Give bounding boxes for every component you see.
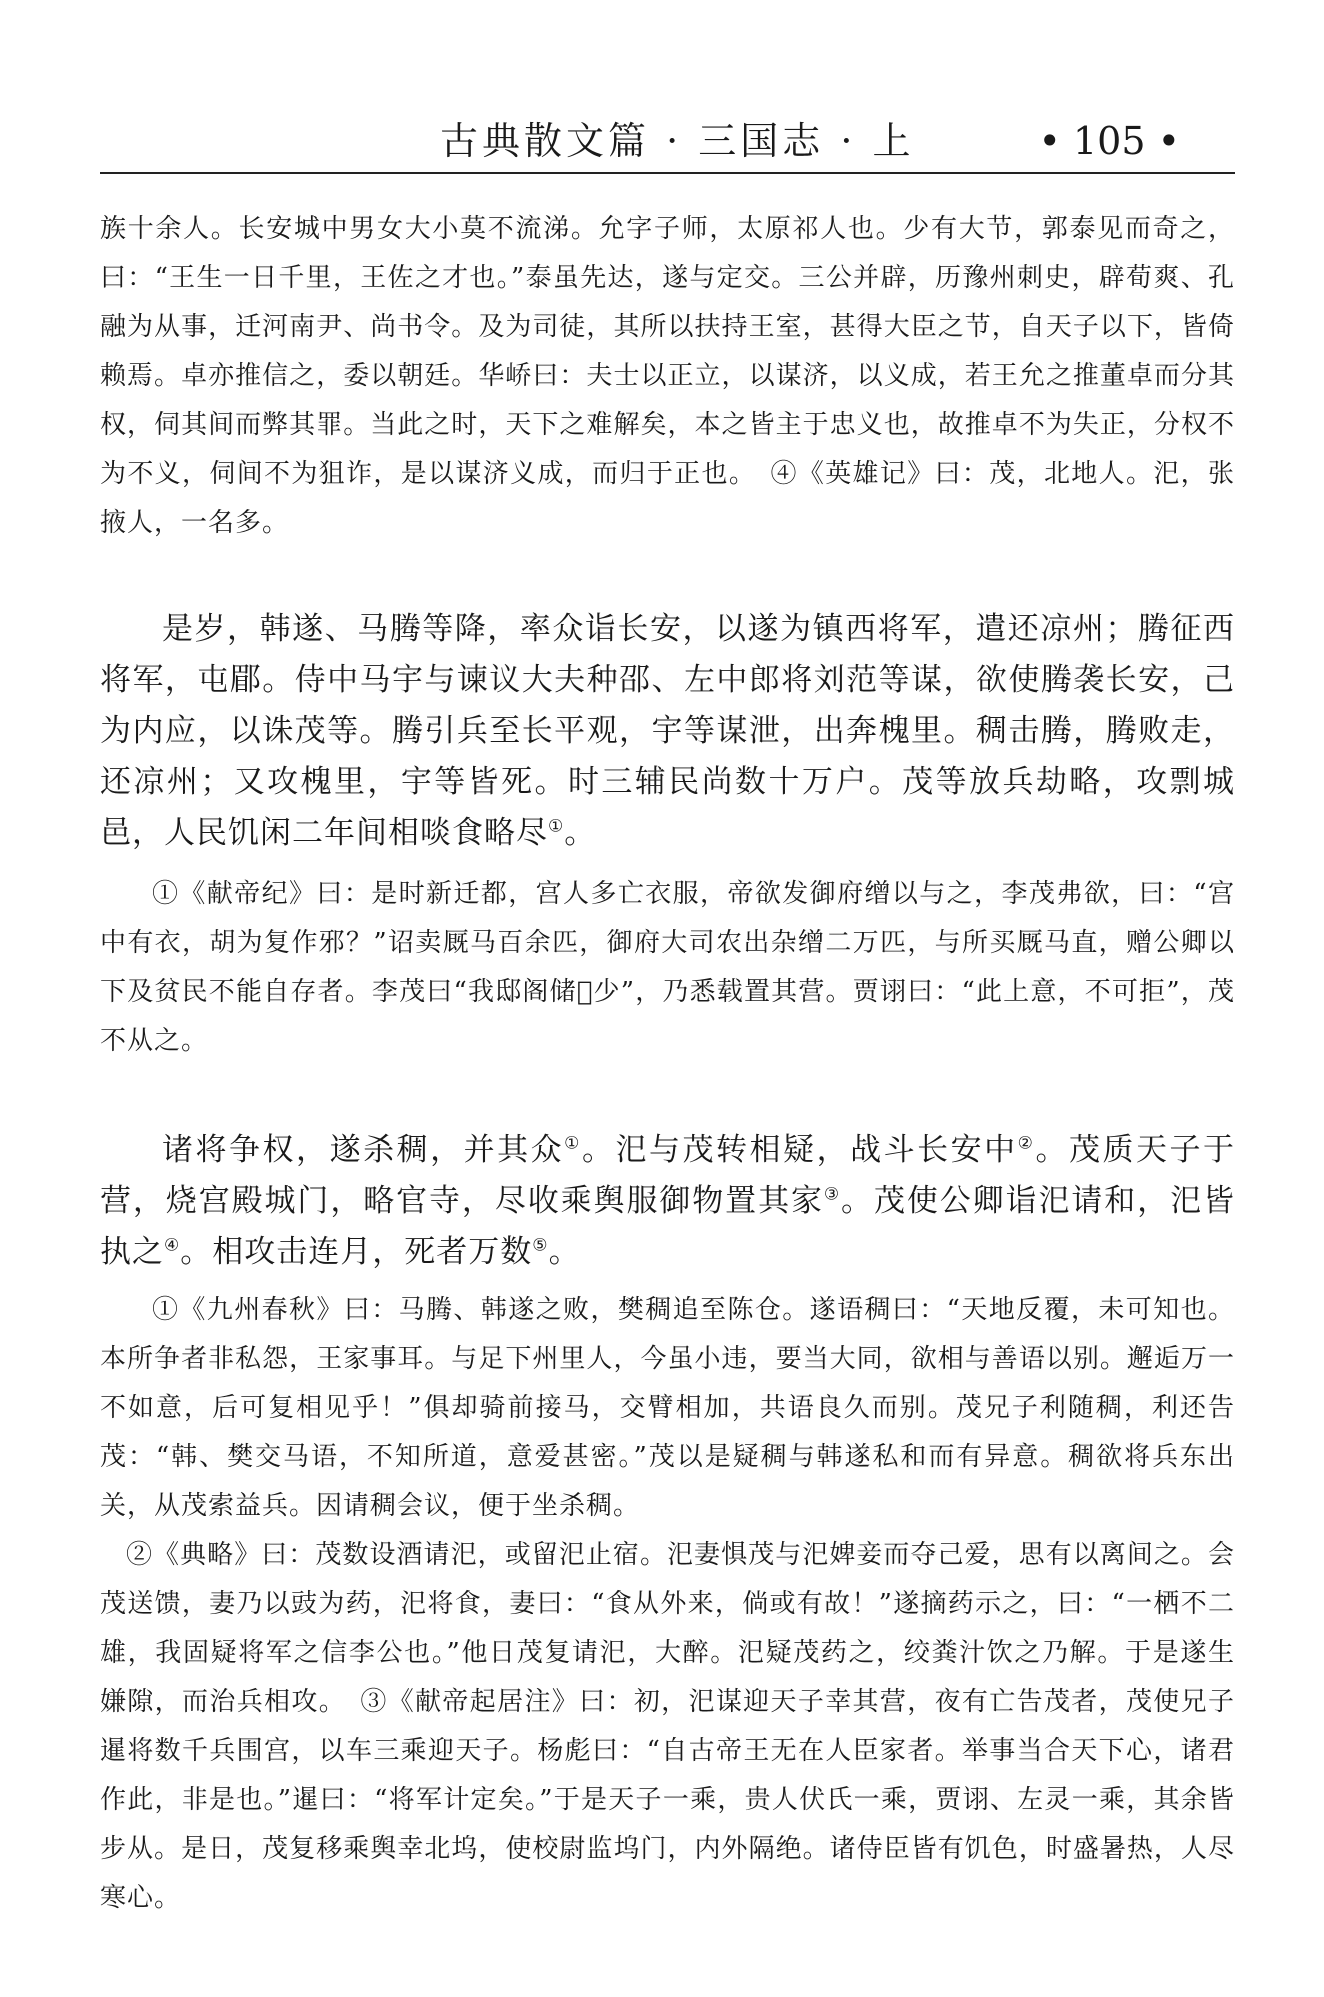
annotation-2a-text: ①《九州春秋》曰：马腾、韩遂之败，樊稠追至陈仓。遂语稠曰：“天地反覆，未可知也。本所争者非私怨，王家事耳。与足下州里人，今虽小违，要当大同，欲相与善语以别。邂逅万一不如意，后可复相见乎！”俱却骑前接马，交臂相加，共语良久而别。茂兄子利随稠，利还告茂：“韩、樊交马语，不知所道，意爱甚密。”茂以是疑稠与韩遂私和而有异意。稠欲将兵东出关，从茂索益兵。因请稠会议，便于坐杀稠。 bbox=[100, 1295, 1235, 1521]
main-text-2c: 。茂质天子于营，烧宫殿城门，略官寺，尽收乘舆服御物置其家 bbox=[100, 1132, 1236, 1219]
main-text-1-end: 。 bbox=[564, 815, 597, 851]
main-text-2d: 。茂使公卿诣汜请和，汜皆执之 bbox=[100, 1183, 1235, 1270]
running-header bbox=[100, 112, 1235, 170]
main-text-2e: 。相攻击连月，死者万数 bbox=[180, 1234, 533, 1270]
footnote-marker: ⑤ bbox=[532, 1235, 549, 1256]
main-text-2f: 。 bbox=[548, 1234, 581, 1270]
header-rule bbox=[100, 172, 1235, 174]
annotation-2 bbox=[100, 1286, 1235, 1923]
annotation-top-text: 族十余人。长安城中男女大小莫不流涕。允字子师，太原祁人也。少有大节，郭泰见而奇之，曰：“王生一日千里，王佐之才也。”泰虽先达，遂与定交。三公并辟，历豫州刺史，辟荀爽、孔融为从事，迁河南尹、尚书令。及为司徒，其所以扶持王室，甚得大臣之节，自天子以下，皆倚赖焉。卓亦推信之，委以朝廷。华峤曰：夫士以正立，以谋济，以义成，若王允之推董卓而分其权，伺其间而弊其罪。当此之时，天下之难解矣，本之皆主于忠义也，故推卓不为失正，分权不为不义，伺间不为狙诈，是以谋济义成，而归于正也。 ④《英雄记》曰：茂，北地人。汜，张掖人，一名多。 bbox=[100, 214, 1235, 538]
main-text-paragraph-2 bbox=[100, 1125, 1235, 1278]
footnote-marker: ② bbox=[1017, 1133, 1036, 1154]
footnote-marker: ① bbox=[564, 1133, 582, 1154]
main-text-1: 是岁，韩遂、马腾等降，率众诣长安，以遂为镇西将军，遣还凉州；腾征西将军，屯郿。侍中马宇与谏议大夫种邵、左中郎将刘范等谋，欲使腾袭长安，己为内应，以诛茂等。腾引兵至长平观，宇等谋泄，出奔槐里。稠击腾，腾败走，还凉州；又攻槐里，宇等皆死。时三辅民尚数十万户。茂等放兵劫略，攻剽城邑，人民饥闲二年间相啖食略尽 bbox=[100, 611, 1235, 851]
main-text-2a: 诸将争权，遂杀稠，并其众 bbox=[162, 1132, 565, 1168]
footnote-marker: ① bbox=[548, 816, 565, 837]
annotation-1-text: ①《献帝纪》曰：是时新迁都，宫人多亡衣服，帝欲发御府缯以与之，李茂弗欲，曰：“宫中有衣，胡为复作邪？”诏卖厩马百余匹，御府大司农出杂缯二万匹，与所买厩马直，赠公卿以下及贫民不能自存者。李茂曰“我邸阁储𫉼少”，乃悉载置其营。贾诩曰：“此上意，不可拒”，茂不从之。 bbox=[100, 879, 1235, 1056]
page-number: • 105 • bbox=[1038, 119, 1180, 163]
header-title: 古典散文篇 · 三国志 · 上 bbox=[440, 119, 915, 163]
annotation-1 bbox=[100, 870, 1235, 1066]
footnote-marker: ④ bbox=[164, 1235, 181, 1256]
main-text-paragraph-1 bbox=[100, 604, 1235, 859]
annotation-2b-text: ②《典略》曰：茂数设酒请汜，或留汜止宿。汜妻惧茂与汜婢妾而夺己爱，思有以离间之。会茂送馈，妻乃以豉为药，汜将食，妻曰：“食从外来，倘或有故！”遂摘药示之，曰：“一栖不二雄，我固疑将军之信李公也。”他日茂复请汜，大醉。汜疑茂药之，绞粪汁饮之乃解。于是遂生嫌隙，而治兵相攻。 ③《献帝起居注》曰：初，汜谋迎天子幸其营，夜有亡告茂者，茂使兄子暹将数千兵围宫，以车三乘迎天子。杨彪曰：“自古帝王无在人臣家者。举事当合天下心，诸君作此，非是也。”暹曰：“将军计定矣。”于是天子一乘，贵人伏氏一乘，贾诩、左灵一乘，其余皆步从。是日，茂复移乘舆幸北坞，使校尉监坞门，内外隔绝。诸侍臣皆有饥色，时盛暑热，人尽寒心。 bbox=[100, 1540, 1235, 1913]
footnote-marker: ③ bbox=[823, 1184, 842, 1205]
annotation-top bbox=[100, 205, 1235, 548]
main-text-2b: 。汜与茂转相疑，战斗长安中 bbox=[581, 1132, 1018, 1168]
